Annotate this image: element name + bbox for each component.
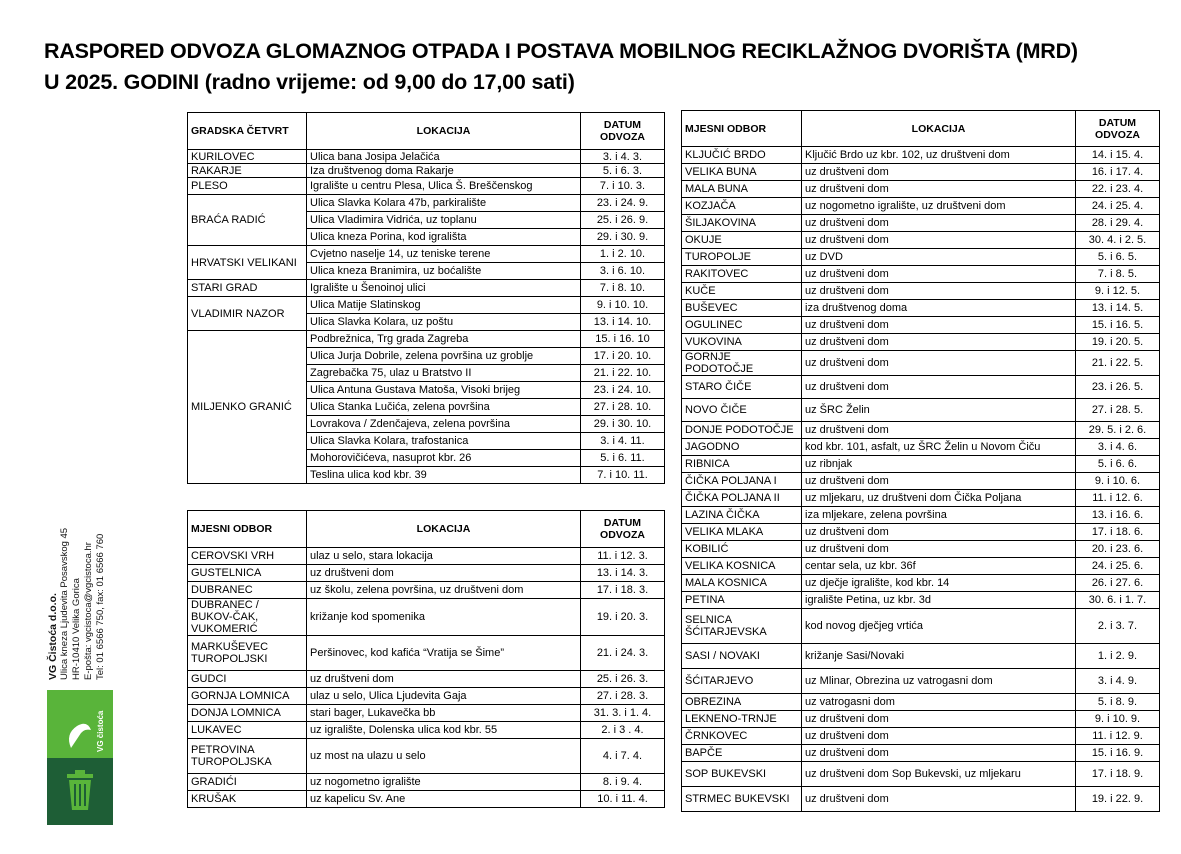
date-cell: 9. i 10. 10. <box>581 297 665 314</box>
board-name: LEKNENO-TRNJE <box>682 711 802 728</box>
date-cell: 26. i 27. 6. <box>1076 575 1160 592</box>
date-cell: 13. i 14. 10. <box>581 314 665 331</box>
date-cell: 23. i 24. 10. <box>581 382 665 399</box>
col-header-board: MJESNI ODBOR <box>682 111 802 147</box>
location-cell: iza društvenog doma <box>802 300 1076 317</box>
col-header-location: LOKACIJA <box>307 511 581 548</box>
location-cell: uz društveni dom <box>802 283 1076 300</box>
date-cell: 13. i 14. 5. <box>1076 300 1160 317</box>
table-row <box>682 669 1160 694</box>
board-name: GORNJA LOMNICA <box>188 688 307 705</box>
board-name: DONJE PODOTOČJE <box>682 422 802 439</box>
location-cell: uz kapelicu Sv. Ane <box>307 791 581 808</box>
date-cell: 23. i 26. 5. <box>1076 376 1160 399</box>
location-cell: Podbrežnica, Trg grada Zagreba <box>307 331 581 348</box>
location-cell: križanje kod spomenika <box>307 599 581 636</box>
location-cell: ulaz u selo, stara lokacija <box>307 548 581 565</box>
table-row <box>188 297 665 314</box>
date-cell: 16. i 17. 4. <box>1076 164 1160 181</box>
board-name: ČRNKOVEC <box>682 728 802 745</box>
date-cell: 27. i 28. 10. <box>581 399 665 416</box>
table-row <box>682 147 1160 164</box>
board-name: ŠĆITARJEVO <box>682 669 802 694</box>
board-name: RAKITOVEC <box>682 266 802 283</box>
date-cell: 29. i 30. 9. <box>581 229 665 246</box>
table-row <box>682 694 1160 711</box>
table-row <box>682 473 1160 490</box>
table-row <box>682 334 1160 351</box>
location-cell: uz društveni dom <box>802 422 1076 439</box>
date-cell: 19. i 20. 3. <box>581 599 665 636</box>
board-name: CEROVSKI VRH <box>188 548 307 565</box>
recycle-bin-logo <box>47 758 113 825</box>
board-name: BAPČE <box>682 745 802 762</box>
table-row <box>682 399 1160 422</box>
board-name: DUBRANEC <box>188 582 307 599</box>
date-cell: 30. 6. i 1. 7. <box>1076 592 1160 609</box>
location-cell: uz društveni dom <box>802 711 1076 728</box>
location-cell: Ulica Slavka Kolara, trafostanica <box>307 433 581 450</box>
table-row <box>682 575 1160 592</box>
local-boards-table-1 <box>187 510 665 808</box>
table-row <box>188 722 665 739</box>
date-cell: 17. i 18. 6. <box>1076 524 1160 541</box>
table-row <box>682 592 1160 609</box>
board-name: BUŠEVEC <box>682 300 802 317</box>
table-row <box>188 331 665 348</box>
location-cell: centar sela, uz kbr. 36f <box>802 558 1076 575</box>
table-row <box>188 280 665 297</box>
location-cell: uz ribnjak <box>802 456 1076 473</box>
date-cell: 3. i 4. 3. <box>581 150 665 164</box>
date-cell: 21. i 24. 3. <box>581 636 665 671</box>
col-header-date: DATUM ODVOZA <box>581 113 665 150</box>
location-cell: uz vatrogasni dom <box>802 694 1076 711</box>
date-cell: 11. i 12. 6. <box>1076 490 1160 507</box>
location-cell: ulaz u selo, Ulica Ljudevita Gaja <box>307 688 581 705</box>
bin-icon <box>47 758 113 825</box>
date-cell: 27. i 28. 5. <box>1076 399 1160 422</box>
board-name: VELIKA MLAKA <box>682 524 802 541</box>
board-name: JAGODNO <box>682 439 802 456</box>
date-cell: 17. i 18. 9. <box>1076 762 1160 787</box>
location-cell: uz društveni dom <box>802 334 1076 351</box>
table-row <box>188 565 665 582</box>
district-name: STARI GRAD <box>188 280 307 297</box>
district-name: PLESO <box>188 178 307 195</box>
table-row <box>682 215 1160 232</box>
location-cell: uz društveni dom <box>802 376 1076 399</box>
location-cell: Ulica Stanka Lučića, zelena površina <box>307 399 581 416</box>
location-cell: uz ŠRC Želin <box>802 399 1076 422</box>
date-cell: 3. i 4. 9. <box>1076 669 1160 694</box>
date-cell: 13. i 16. 6. <box>1076 507 1160 524</box>
board-name: MALA KOSNICA <box>682 575 802 592</box>
location-cell: Lovrakova / Zdenčajeva, zelena površina <box>307 416 581 433</box>
table-row <box>682 787 1160 812</box>
board-name: OBREZINA <box>682 694 802 711</box>
date-cell: 5. i 6. 6. <box>1076 456 1160 473</box>
board-name: LUKAVEC <box>188 722 307 739</box>
district-name: MILJENKO GRANIĆ <box>188 331 307 484</box>
board-name: PETROVINA TUROPOLJSKA <box>188 739 307 774</box>
board-name: ČIČKA POLJANA II <box>682 490 802 507</box>
location-cell: uz društveni dom <box>802 317 1076 334</box>
date-cell: 20. i 23. 6. <box>1076 541 1160 558</box>
location-cell: uz društveni dom <box>307 565 581 582</box>
board-name: MARKUŠEVEC TUROPOLJSKI <box>188 636 307 671</box>
date-cell: 19. i 20. 5. <box>1076 334 1160 351</box>
location-cell: uz dječje igralište, kod kbr. 14 <box>802 575 1076 592</box>
table-row <box>188 739 665 774</box>
table-row <box>682 456 1160 473</box>
board-name: NOVO ČIČE <box>682 399 802 422</box>
date-cell: 30. 4. i 2. 5. <box>1076 232 1160 249</box>
table-row <box>682 300 1160 317</box>
col-header-date: DATUM ODVOZA <box>581 511 665 548</box>
table-row <box>188 150 665 164</box>
board-name: DONJA LOMNICA <box>188 705 307 722</box>
location-cell: Ulica kneza Porina, kod igrališta <box>307 229 581 246</box>
board-name: VELIKA KOSNICA <box>682 558 802 575</box>
location-cell: kod novog dječjeg vrtića <box>802 609 1076 644</box>
title-line-2: U 2025. GODINI (radno vrijeme: od 9,00 do 17,00 sati) <box>44 70 575 94</box>
location-cell: uz društveni dom <box>802 181 1076 198</box>
location-cell: uz društveni dom <box>802 164 1076 181</box>
location-cell: uz društveni dom <box>802 728 1076 745</box>
date-cell: 25. i 26. 9. <box>581 212 665 229</box>
location-cell: Ulica Antuna Gustava Matoša, Visoki brijeg <box>307 382 581 399</box>
board-name: MALA BUNA <box>682 181 802 198</box>
table-row <box>682 164 1160 181</box>
table-row <box>682 317 1160 334</box>
district-name: RAKARJE <box>188 164 307 178</box>
company-city: HR-10410 Velika Gorica <box>71 578 82 680</box>
date-cell: 5. i 6. 3. <box>581 164 665 178</box>
location-cell: Ključić Brdo uz kbr. 102, uz društveni dom <box>802 147 1076 164</box>
table-row <box>682 283 1160 300</box>
date-cell: 11. i 12. 3. <box>581 548 665 565</box>
location-cell: uz društveni dom <box>802 787 1076 812</box>
date-cell: 21. i 22. 5. <box>1076 351 1160 376</box>
location-cell: uz društveni dom <box>802 266 1076 283</box>
table-row <box>188 688 665 705</box>
board-name: VELIKA BUNA <box>682 164 802 181</box>
district-name: VLADIMIR NAZOR <box>188 297 307 331</box>
location-cell: Igralište u Šenoinoj ulici <box>307 280 581 297</box>
location-cell: uz nogometno igralište, uz društveni dom <box>802 198 1076 215</box>
location-cell: uz Mlinar, Obrezina uz vatrogasni dom <box>802 669 1076 694</box>
date-cell: 15. i 16. 5. <box>1076 317 1160 334</box>
date-cell: 24. i 25. 6. <box>1076 558 1160 575</box>
date-cell: 17. i 20. 10. <box>581 348 665 365</box>
location-cell: Ulica kneza Branimira, uz boćalište <box>307 263 581 280</box>
col-header-location: LOKACIJA <box>307 113 581 150</box>
date-cell: 7. i 10. 3. <box>581 178 665 195</box>
date-cell: 10. i 11. 4. <box>581 791 665 808</box>
title-line-1: RASPORED ODVOZA GLOMAZNOG OTPADA I POSTAVA MOBILNOG RECIKLAŽNOG DVORIŠTA (MRD) <box>44 39 1078 63</box>
date-cell: 22. i 23. 4. <box>1076 181 1160 198</box>
location-cell: uz društveni dom <box>802 232 1076 249</box>
table-row <box>188 599 665 636</box>
location-cell: Ulica Slavka Kolara 47b, parkiralište <box>307 195 581 212</box>
location-cell: Peršinovec, kod kafića “Vratija se Šime” <box>307 636 581 671</box>
date-cell: 7. i 10. 11. <box>581 467 665 484</box>
col-header-location: LOKACIJA <box>802 111 1076 147</box>
col-header-date: DATUM ODVOZA <box>1076 111 1160 147</box>
date-cell: 7. i 8. 10. <box>581 280 665 297</box>
board-name: SASI / NOVAKI <box>682 644 802 669</box>
table-row <box>188 582 665 599</box>
board-name: GORNJE PODOTOČJE <box>682 351 802 376</box>
table-row <box>188 671 665 688</box>
date-cell: 25. i 26. 3. <box>581 671 665 688</box>
table-row <box>188 164 665 178</box>
location-cell: Cvjetno naselje 14, uz teniske terene <box>307 246 581 263</box>
district-name: HRVATSKI VELIKANI <box>188 246 307 280</box>
board-name: LAZINA ČIČKA <box>682 507 802 524</box>
board-name: STRMEC BUKEVSKI <box>682 787 802 812</box>
board-name: GUSTELNICA <box>188 565 307 582</box>
date-cell: 23. i 24. 9. <box>581 195 665 212</box>
location-cell: uz DVD <box>802 249 1076 266</box>
location-cell: Ulica bana Josipa Jelačića <box>307 150 581 164</box>
location-cell: stari bager, Lukavečka bb <box>307 705 581 722</box>
location-cell: Teslina ulica kod kbr. 39 <box>307 467 581 484</box>
table-row <box>188 774 665 791</box>
table-row <box>188 636 665 671</box>
location-cell: uz mljekaru, uz društveni dom Čička Poljana <box>802 490 1076 507</box>
date-cell: 5. i 8. 9. <box>1076 694 1160 711</box>
location-cell: uz društveni dom <box>802 215 1076 232</box>
date-cell: 14. i 15. 4. <box>1076 147 1160 164</box>
location-cell: uz društveni dom <box>307 671 581 688</box>
date-cell: 9. i 10. 9. <box>1076 711 1160 728</box>
location-cell: uz školu, zelena površina, uz društveni dom <box>307 582 581 599</box>
location-cell: Iza društvenog doma Rakarje <box>307 164 581 178</box>
district-name: BRAĆA RADIĆ <box>188 195 307 246</box>
board-name: TUROPOLJE <box>682 249 802 266</box>
table-row <box>682 181 1160 198</box>
company-address: Ulica kneza Ljudevita Posavskog 45 <box>59 527 70 680</box>
table-row <box>682 558 1160 575</box>
table-row <box>682 644 1160 669</box>
date-cell: 19. i 22. 9. <box>1076 787 1160 812</box>
location-cell: uz društveni dom <box>802 745 1076 762</box>
company-info <box>47 460 107 680</box>
board-name: RIBNICA <box>682 456 802 473</box>
table-row <box>188 178 665 195</box>
table-row <box>682 711 1160 728</box>
date-cell: 2. i 3 . 4. <box>581 722 665 739</box>
location-cell: Mohorovičićeva, nasuprot kbr. 26 <box>307 450 581 467</box>
location-cell: uz most na ulazu u selo <box>307 739 581 774</box>
date-cell: 5. i 6. 11. <box>581 450 665 467</box>
location-cell: Zagrebačka 75, ulaz u Bratstvo II <box>307 365 581 382</box>
date-cell: 9. i 10. 6. <box>1076 473 1160 490</box>
board-name: OKUJE <box>682 232 802 249</box>
location-cell: Ulica Jurja Dobrile, zelena površina uz groblje <box>307 348 581 365</box>
company-email: E-pošta: vgcistoca@vgcistoca.hr <box>83 542 94 680</box>
table-row <box>682 266 1160 283</box>
date-cell: 17. i 18. 3. <box>581 582 665 599</box>
board-name: VUKOVINA <box>682 334 802 351</box>
date-cell: 21. i 22. 10. <box>581 365 665 382</box>
table-row <box>682 490 1160 507</box>
board-name: SELNICA ŠĆITARJEVSKA <box>682 609 802 644</box>
date-cell: 15. i 16. 10 <box>581 331 665 348</box>
table-row <box>188 195 665 212</box>
board-name: KLJUČIĆ BRDO <box>682 147 802 164</box>
table-row <box>682 249 1160 266</box>
location-cell: uz društveni dom <box>802 541 1076 558</box>
table-row <box>682 609 1160 644</box>
table-row <box>682 541 1160 558</box>
date-cell: 7. i 8. 5. <box>1076 266 1160 283</box>
board-name: SOP BUKEVSKI <box>682 762 802 787</box>
location-cell: igralište Petina, uz kbr. 3d <box>802 592 1076 609</box>
company-name: VG Čistoća d.o.o. <box>47 593 59 680</box>
board-name: KOZJAČA <box>682 198 802 215</box>
table-row <box>682 745 1160 762</box>
table-row <box>682 376 1160 399</box>
board-name: KOBILIĆ <box>682 541 802 558</box>
table-row <box>682 351 1160 376</box>
location-cell: uz društveni dom <box>802 473 1076 490</box>
city-districts-table <box>187 112 665 484</box>
company-phone: Tel: 01 6566 750, fax: 01 6566 760 <box>95 533 106 680</box>
location-cell: kod kbr. 101, asfalt, uz ŠRC Želin u Novom Čiču <box>802 439 1076 456</box>
district-name: KURILOVEC <box>188 150 307 164</box>
location-cell: Ulica Vladimira Vidrića, uz toplanu <box>307 212 581 229</box>
date-cell: 1. i 2. 10. <box>581 246 665 263</box>
table-row <box>682 524 1160 541</box>
table-row <box>682 198 1160 215</box>
table-row <box>188 791 665 808</box>
date-cell: 9. i 12. 5. <box>1076 283 1160 300</box>
board-name: PETINA <box>682 592 802 609</box>
col-header-board: MJESNI ODBOR <box>188 511 307 548</box>
location-cell: iza mljekare, zelena površina <box>802 507 1076 524</box>
board-name: ŠILJAKOVINA <box>682 215 802 232</box>
location-cell: Ulica Slavka Kolara, uz poštu <box>307 314 581 331</box>
date-cell: 29. 5. i 2. 6. <box>1076 422 1160 439</box>
location-cell: križanje Sasi/Novaki <box>802 644 1076 669</box>
date-cell: 1. i 2. 9. <box>1076 644 1160 669</box>
table-row <box>188 548 665 565</box>
date-cell: 31. 3. i 1. 4. <box>581 705 665 722</box>
board-name: GUDCI <box>188 671 307 688</box>
table-row <box>188 246 665 263</box>
table-row <box>682 232 1160 249</box>
date-cell: 27. i 28. 3. <box>581 688 665 705</box>
date-cell: 24. i 25. 4. <box>1076 198 1160 215</box>
date-cell: 3. i 4. 11. <box>581 433 665 450</box>
table-row <box>188 705 665 722</box>
board-name: OGULINEC <box>682 317 802 334</box>
location-cell: uz društveni dom <box>802 351 1076 376</box>
board-name: GRADIĆI <box>188 774 307 791</box>
page-title <box>44 36 1174 98</box>
location-cell: uz društveni dom <box>802 524 1076 541</box>
date-cell: 13. i 14. 3. <box>581 565 665 582</box>
table-row <box>682 507 1160 524</box>
date-cell: 8. i 9. 4. <box>581 774 665 791</box>
table-row <box>682 422 1160 439</box>
date-cell: 29. i 30. 10. <box>581 416 665 433</box>
location-cell: uz igralište, Dolenska ulica kod kbr. 55 <box>307 722 581 739</box>
location-cell: uz društveni dom Sop Bukevski, uz mljekaru <box>802 762 1076 787</box>
board-name: KRUŠAK <box>188 791 307 808</box>
table-row <box>682 439 1160 456</box>
date-cell: 2. i 3. 7. <box>1076 609 1160 644</box>
col-header-district: GRADSKA ČETVRT <box>188 113 307 150</box>
table-row <box>682 728 1160 745</box>
date-cell: 11. i 12. 9. <box>1076 728 1160 745</box>
board-name: STARO ČIČE <box>682 376 802 399</box>
date-cell: 5. i 6. 5. <box>1076 249 1160 266</box>
location-cell: uz nogometno igralište <box>307 774 581 791</box>
date-cell: 28. i 29. 4. <box>1076 215 1160 232</box>
location-cell: Ulica Matije Slatinskog <box>307 297 581 314</box>
board-name: KUČE <box>682 283 802 300</box>
date-cell: 3. i 4. 6. <box>1076 439 1160 456</box>
board-name: ČIČKA POLJANA I <box>682 473 802 490</box>
location-cell: Igralište u centru Plesa, Ulica Š. Breščenskog <box>307 178 581 195</box>
date-cell: 3. i 6. 10. <box>581 263 665 280</box>
brand-name: VG čistoća <box>96 710 105 752</box>
board-name: DUBRANEC / BUKOV-ČAK, VUKOMERIĆ <box>188 599 307 636</box>
date-cell: 15. i 16. 9. <box>1076 745 1160 762</box>
local-boards-table-2 <box>681 110 1160 812</box>
date-cell: 4. i 7. 4. <box>581 739 665 774</box>
table-row <box>682 762 1160 787</box>
